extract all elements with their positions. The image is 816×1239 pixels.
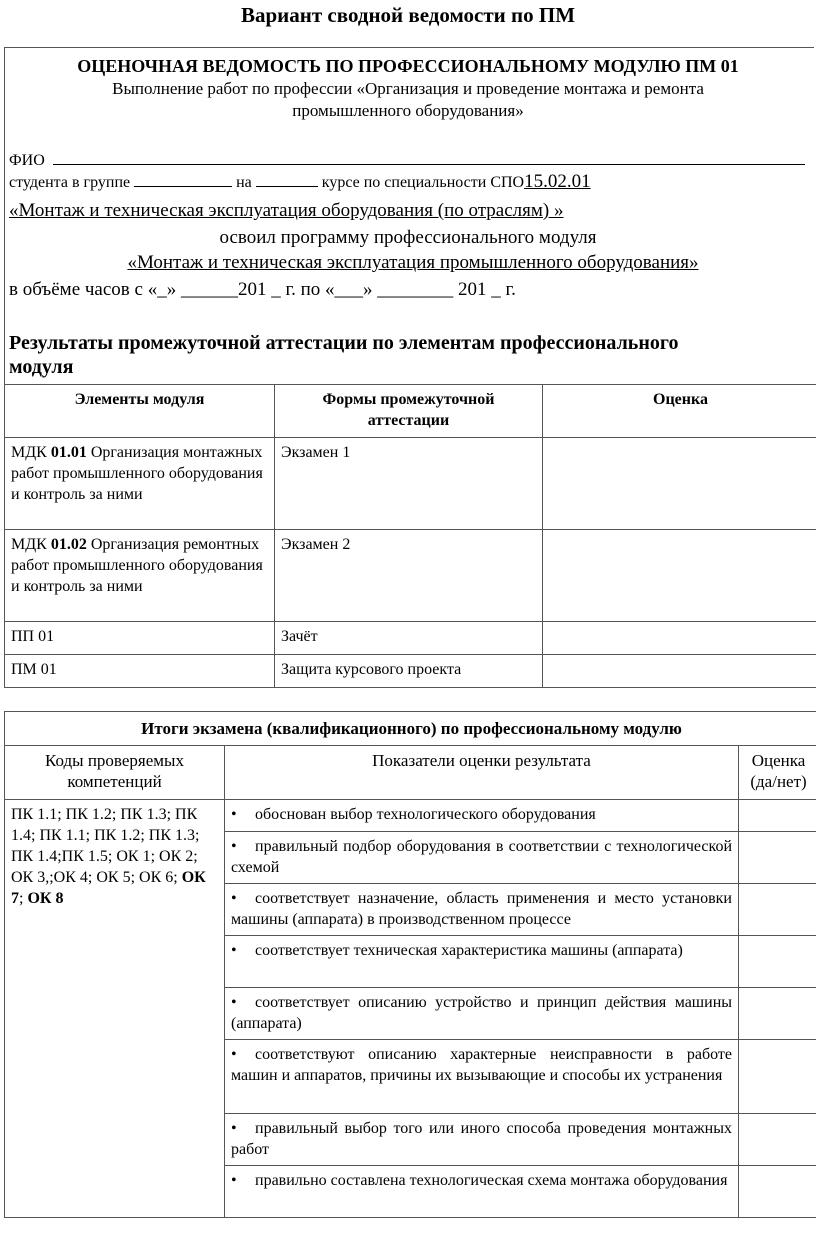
exam-title-row [5,712,816,746]
profession-line-1: Выполнение работ по профессии «Организация и проведение монтажа и ремонта [112,79,704,98]
specialty-label: курсе по специальности СПО [321,174,525,191]
bullet-icon: • [231,838,237,855]
grade-cell[interactable] [543,438,816,530]
result-cell[interactable] [739,832,816,884]
bullet-icon: • [231,942,237,959]
specialty-code: 15.02.01 [524,171,591,192]
header-forms: Формы промежуточной аттестации [275,385,543,438]
result-cell[interactable] [739,1114,816,1166]
table-row [5,622,816,655]
exam-header-row [5,746,816,800]
statement-heading: ОЦЕНОЧНАЯ ВЕДОМОСТЬ ПО ПРОФЕССИОНАЛЬНОМУ МОДУЛЮ ПМ 01 [77,56,739,76]
module-elements-table [4,384,816,688]
bullet-icon: • [231,806,237,823]
bullet-icon: • [231,1046,237,1063]
exam-title: Итоги экзамена (квалификационного) по профессиональному модулю [5,712,816,746]
course-field[interactable] [256,170,318,187]
competence-codes: ПК 1.1; ПК 1.2; ПК 1.3; ПК 1.4; ПК 1.1; ПК 1.2; ПК 1.3; ПК 1.4;ПК 1.5; ОК 1; ОК 2; ОК 3,;ОК 4; ОК 5; ОК 6; ОК 7; ОК 8 [5,800,225,1218]
table-row [5,655,816,688]
table-header-row [5,385,816,438]
fio-field[interactable] [53,148,805,165]
course-label: на [236,174,252,191]
bullet-icon: • [231,994,237,1011]
result-cell[interactable] [739,936,816,988]
form-cell: Экзамен 1 [275,438,543,530]
criterion-cell: • правильно составлена технологическая схема монтажа оборудования [225,1166,739,1218]
form-cell: Зачёт [275,622,543,655]
criterion-cell: • соответствует описанию устройство и принцип действия машины (аппарата) [225,988,739,1040]
module-name: «Монтаж и техническая эксплуатация промышленного оборудования» [127,252,699,273]
criterion-cell: • соответствует назначение, область применения и место установки машины (аппарата) в производственном процессе [225,884,739,936]
element-cell: ПП 01 [5,622,275,655]
page-title: Вариант сводной ведомости по ПМ [240,3,576,27]
criterion-cell: • соответствует техническая характеристика машины (аппарата) [225,936,739,988]
exam-results-table [4,711,816,1218]
student-group-label: студента в группе [9,174,131,191]
result-cell[interactable] [739,800,816,832]
element-cell: МДК 01.01 Организация монтажных работ промышленного оборудования и контроль за ними [5,438,275,530]
criterion-cell: • соответствуют описанию характерные неисправности в работе машин и аппаратов, причины их вызывающие и способы их устранения [225,1040,739,1114]
bullet-icon: • [231,1172,237,1189]
results-heading-line-2: модуля [9,356,74,378]
grade-cell[interactable] [543,655,816,688]
form-cell: Защита курсового проекта [275,655,543,688]
element-cell: ПМ 01 [5,655,275,688]
fio-row [9,148,805,171]
grade-cell[interactable] [543,530,816,622]
header-grade: Оценка [543,385,816,438]
fio-label: ФИО [9,152,45,169]
bullet-icon: • [231,1120,237,1137]
result-cell[interactable] [739,1040,816,1114]
mastered-line: освоил программу профессионального модуля [219,227,597,248]
profession-line-2: промышленного оборудования» [292,101,524,120]
header-indicators: Показатели оценки результата [225,746,739,800]
hours-line: в объёме часов с «_» ______201 _ г. по «___» ________ 201 _ г. [9,279,516,300]
student-row [9,170,591,195]
table-row [5,530,816,622]
results-heading-line-1: Результаты промежуточной аттестации по элементам профессионального [9,332,679,354]
result-cell[interactable] [739,884,816,936]
result-cell[interactable] [739,988,816,1040]
table-row [5,438,816,530]
criterion-row [5,800,816,832]
header-elements: Элементы модуля [5,385,275,438]
grade-cell[interactable] [543,622,816,655]
criterion-cell: • правильный выбор того или иного способа проведения монтажных работ [225,1114,739,1166]
element-cell: МДК 01.02 Организация ремонтных работ промышленного оборудования и контроль за ними [5,530,275,622]
header-codes: Коды проверяемых компетенций [5,746,225,800]
criterion-cell: • правильный подбор оборудования в соответствии с технологической схемой [225,832,739,884]
group-field[interactable] [134,170,232,187]
criterion-cell: • обоснован выбор технологического оборудования [225,800,739,832]
specialty-name: «Монтаж и техническая эксплуатация оборудования (по отраслям) » [9,200,564,221]
form-cell: Экзамен 2 [275,530,543,622]
bullet-icon: • [231,890,237,907]
result-cell[interactable] [739,1166,816,1218]
header-result: Оценка (да/нет) [739,746,816,800]
